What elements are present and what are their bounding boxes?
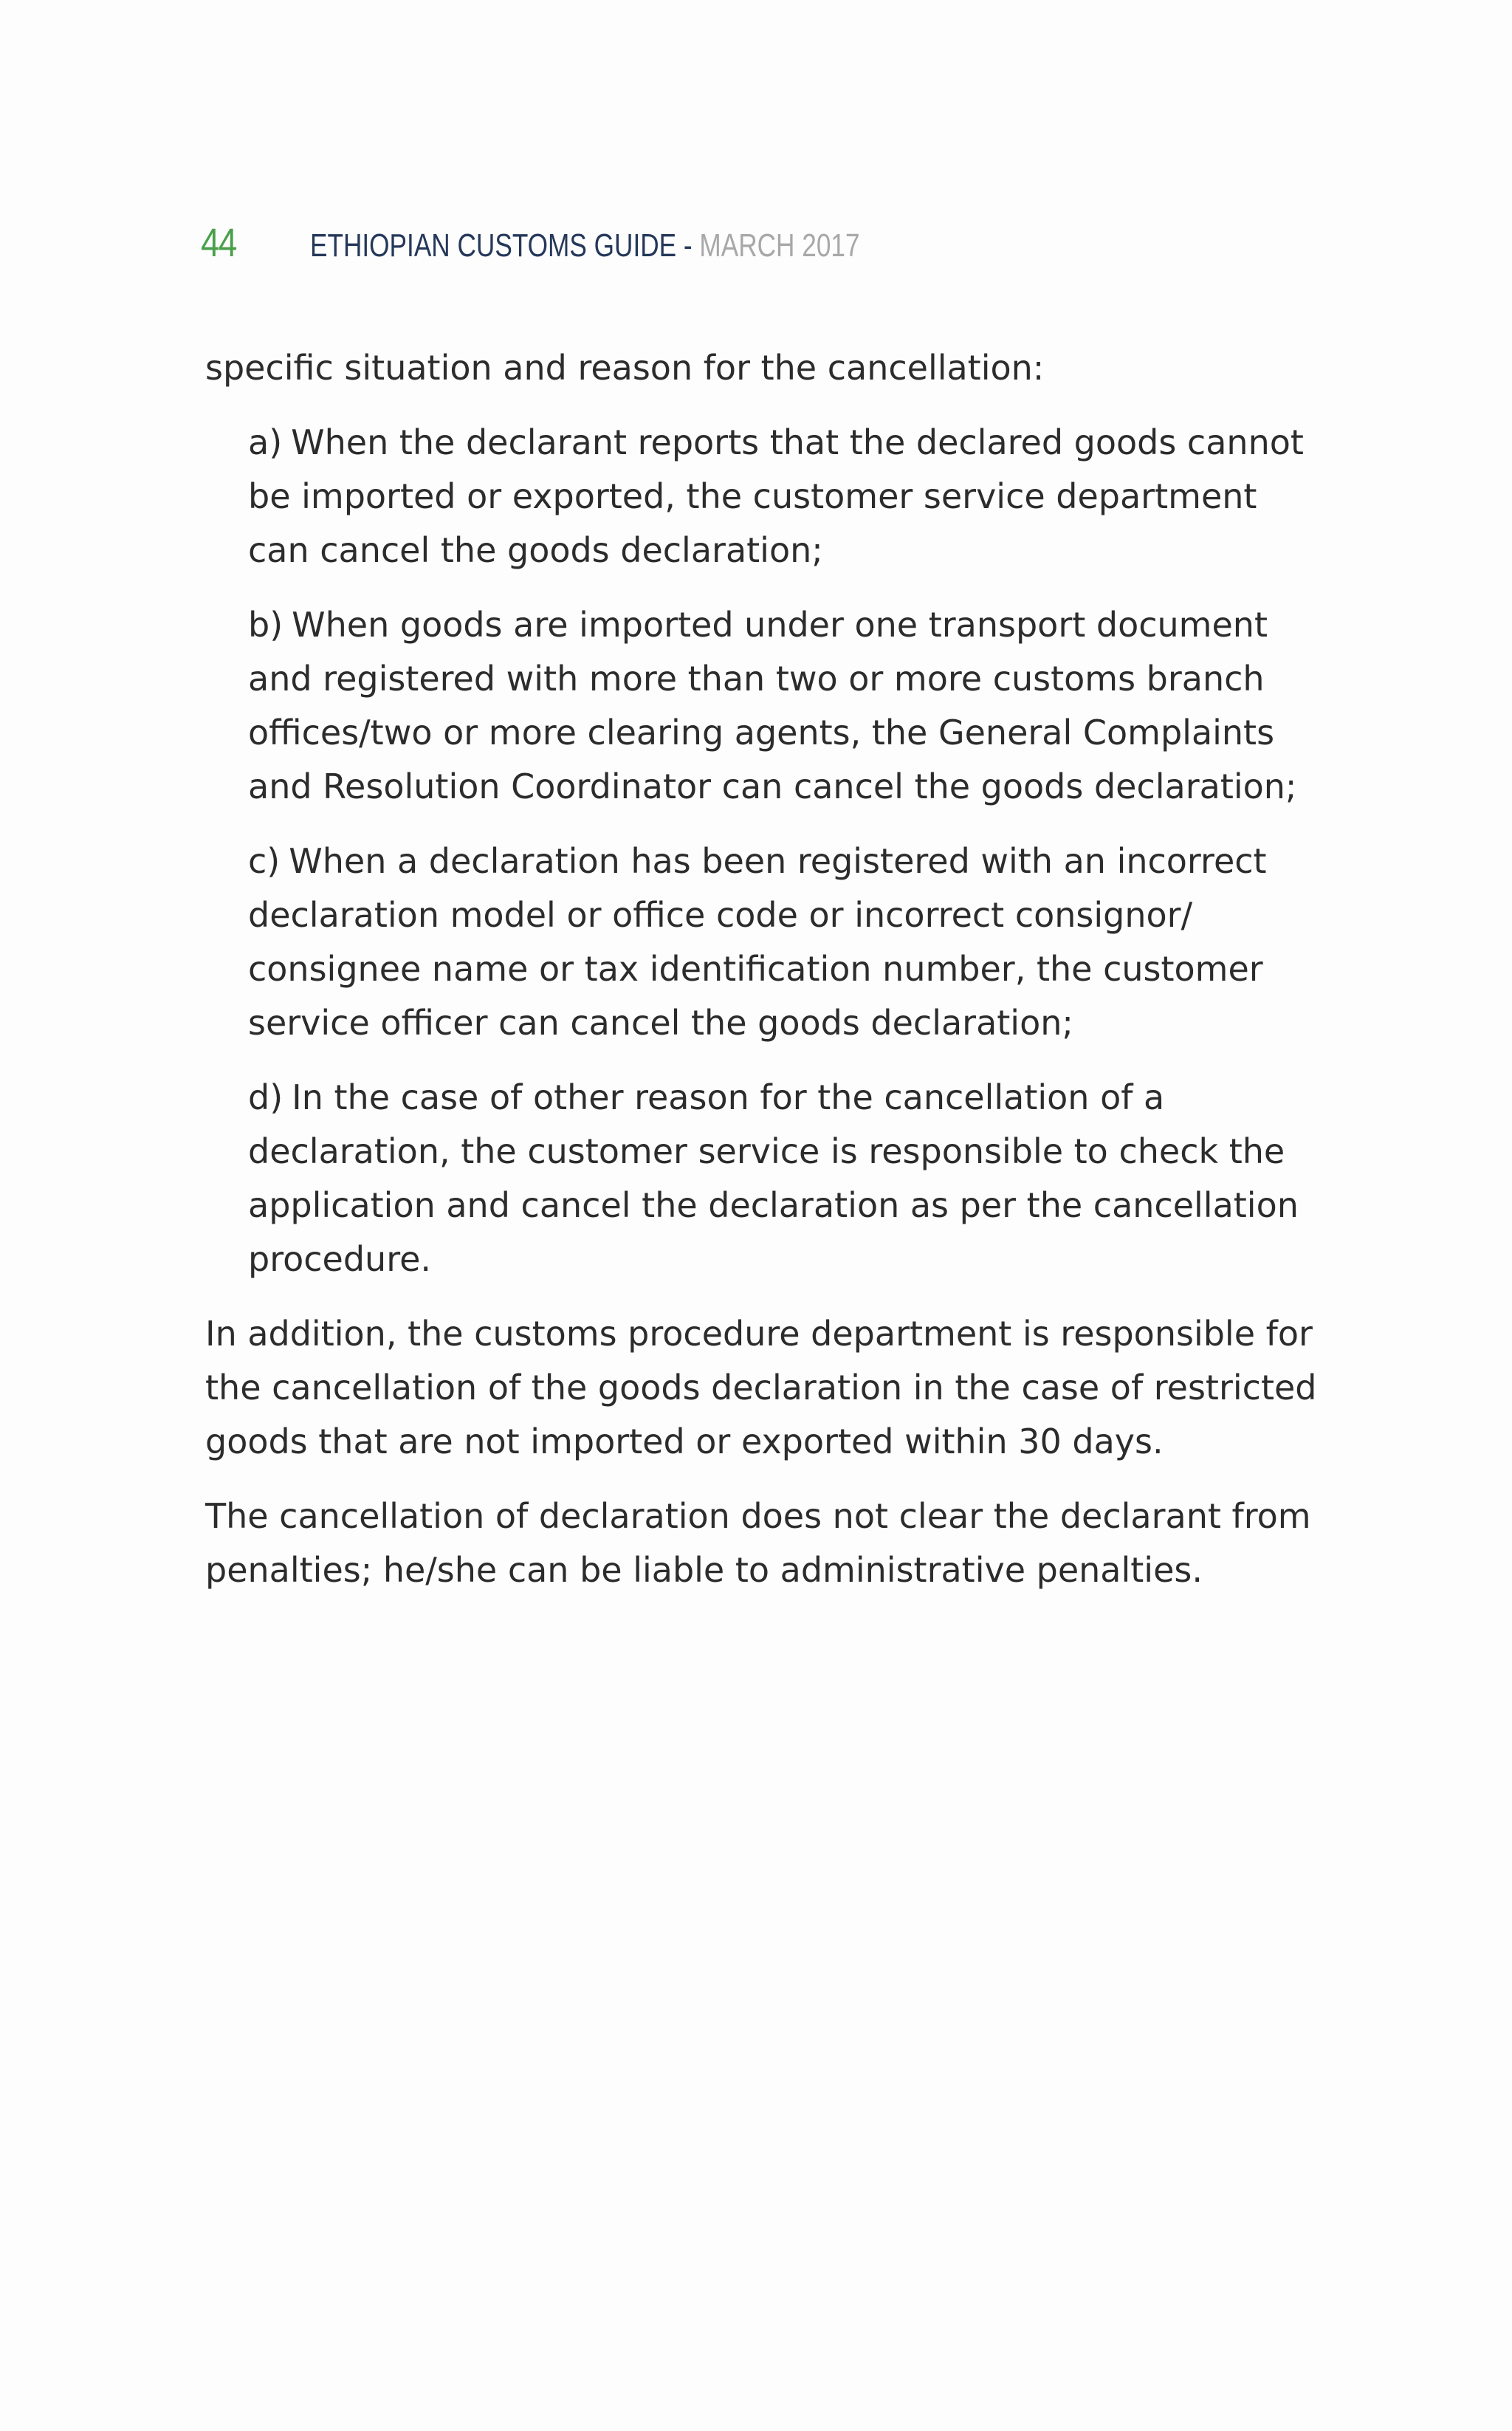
list-item bbox=[248, 416, 1326, 577]
list-marker: d) bbox=[248, 1077, 284, 1117]
body-paragraph: In addition, the customs procedure department is responsible for the cancellation of the goods declaration in the case of restricted goods that are not imported or exported within 30 days. bbox=[205, 1314, 1317, 1461]
list-item bbox=[248, 1071, 1326, 1286]
guide-title: ETHIOPIAN CUSTOMS GUIDE bbox=[310, 227, 677, 264]
page-number: 44 bbox=[201, 221, 236, 265]
intro-paragraph: specific situation and reason for the cancellation: bbox=[205, 348, 1045, 388]
list-marker: c) bbox=[248, 841, 281, 881]
list-item-text: When the declarant reports that the declared goods cannot be imported or exported, the customer service department can cancel the goods declaration; bbox=[248, 422, 1304, 570]
list-item-text: In the case of other reason for the cancellation of a declaration, the customer service is responsible to check the application and cancel the declaration as per the cancellation procedure. bbox=[248, 1077, 1299, 1279]
running-title bbox=[310, 227, 860, 264]
cancellation-cases-list bbox=[205, 416, 1342, 1286]
list-item bbox=[248, 834, 1326, 1050]
page-content bbox=[205, 341, 1342, 1618]
guide-date: MARCH 2017 bbox=[699, 227, 860, 264]
body-paragraph: The cancellation of declaration does not clear the declarant from penalties; he/she can be liable to administrative penalties. bbox=[205, 1496, 1311, 1590]
list-marker: a) bbox=[248, 422, 283, 462]
list-item-text: When goods are imported under one transport document and registered with more than two or more customs branch offices/two or more clearing agents, the General Complaints and Resolution Coordinator can cancel the goods declaration; bbox=[248, 605, 1297, 806]
list-marker: b) bbox=[248, 605, 284, 645]
list-item-text: When a declaration has been registered with an incorrect declaration model or office code or incorrect consignor/ consignee name or tax identification number, the customer service officer can cancel the goods declaration; bbox=[248, 841, 1267, 1043]
list-item bbox=[248, 598, 1326, 814]
title-separator: - bbox=[676, 227, 700, 264]
